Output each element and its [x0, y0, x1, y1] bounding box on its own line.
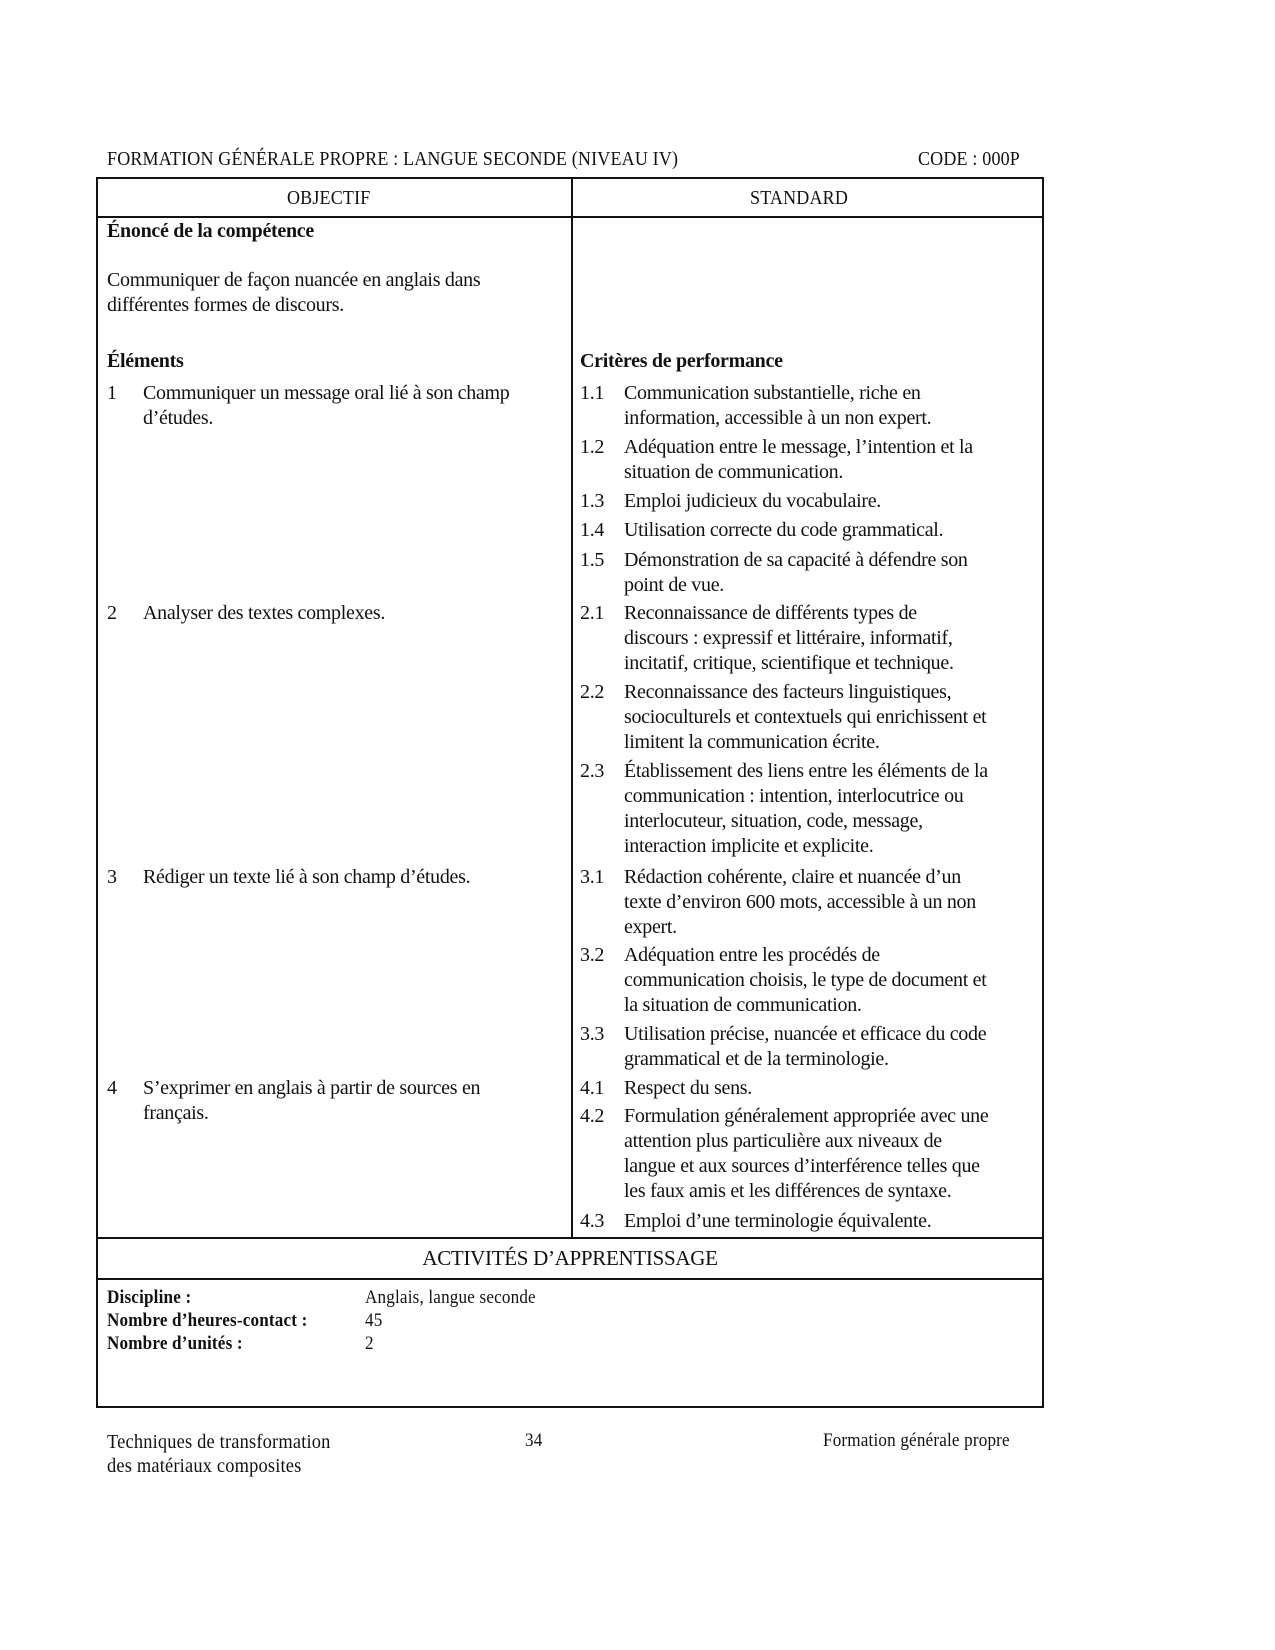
divider — [96, 1237, 1044, 1239]
critere-text — [624, 518, 943, 543]
critere-text — [624, 943, 987, 1018]
critere-line: limitent la communication écrite. — [624, 731, 880, 753]
critere-line: point de vue. — [624, 574, 724, 596]
critere-line: Établissement des liens entre les éléments de la — [624, 760, 988, 782]
critere-text — [624, 548, 968, 598]
critere-number: 2.1 — [580, 602, 605, 624]
critere-line: expert. — [624, 916, 677, 938]
critere-line: langue et aux sources d’interférence telles que — [624, 1155, 980, 1177]
divider — [96, 1278, 1044, 1280]
element-number: 2 — [107, 602, 117, 624]
element-line: S’exprimer en anglais à partir de sources en — [143, 1077, 481, 1099]
critere-text — [624, 381, 931, 431]
element-line: français. — [143, 1102, 209, 1124]
critere-text — [624, 1076, 752, 1101]
element-line: d’études. — [143, 407, 214, 429]
divider — [96, 177, 1044, 179]
enonce-line: différentes formes de discours. — [107, 294, 344, 316]
detail-value: Anglais, langue seconde — [365, 1287, 536, 1308]
critere-line: Adéquation entre les procédés de — [624, 944, 880, 966]
critere-number: 1.4 — [580, 519, 605, 541]
criteres-heading: Critères de performance — [580, 350, 783, 372]
critere-text — [624, 1209, 931, 1234]
critere-text — [624, 1022, 986, 1072]
element-number: 4 — [107, 1077, 117, 1099]
header-code: CODE : 000P — [918, 148, 1020, 170]
enonce-line: Communiquer de façon nuancée en anglais dans — [107, 269, 481, 291]
header-title: FORMATION GÉNÉRALE PROPRE : LANGUE SECONDE (NIVEAU IV) — [107, 148, 679, 170]
critere-text — [624, 759, 988, 859]
detail-label: Discipline : — [107, 1287, 192, 1308]
critere-number: 3.3 — [580, 1023, 605, 1045]
critere-line: communication : intention, interlocutrice ou — [624, 785, 964, 807]
footer-right: Formation générale propre — [823, 1430, 1010, 1451]
critere-line: Formulation généralement appropriée avec une — [624, 1105, 989, 1127]
critere-line: interlocuteur, situation, code, message, — [624, 810, 923, 832]
critere-line: Emploi d’une terminologie équivalente. — [624, 1210, 932, 1232]
elements-heading: Éléments — [107, 350, 184, 372]
detail-label: Nombre d’unités : — [107, 1333, 243, 1354]
divider — [96, 177, 98, 1408]
footer-line: des matériaux composites — [107, 1455, 302, 1477]
critere-line: les faux amis et les différences de syntaxe. — [624, 1180, 952, 1202]
element-text — [143, 601, 385, 626]
critere-number: 1.3 — [580, 490, 605, 512]
element-text — [143, 381, 509, 431]
divider — [1042, 177, 1044, 1408]
critere-line: la situation de communication. — [624, 994, 862, 1016]
critere-number: 4.3 — [580, 1210, 605, 1232]
critere-line: interaction implicite et explicite. — [624, 835, 874, 857]
critere-text — [624, 680, 986, 755]
divider — [96, 1406, 1044, 1408]
footer-left — [107, 1430, 350, 1478]
critere-line: socioculturels et contextuels qui enrichissent et — [624, 706, 987, 728]
critere-line: information, accessible à un non expert. — [624, 407, 932, 429]
critere-line: Adéquation entre le message, l’intention et la — [624, 436, 973, 458]
detail-label: Nombre d’heures-contact : — [107, 1310, 308, 1331]
activites-heading: ACTIVITÉS D’APPRENTISSAGE — [422, 1246, 718, 1270]
critere-line: Reconnaissance des facteurs linguistiques, — [624, 681, 952, 703]
critere-line: Utilisation correcte du code grammatical. — [624, 519, 944, 541]
critere-number: 4.1 — [580, 1077, 605, 1099]
enonce-text — [107, 268, 480, 318]
critere-number: 1.2 — [580, 436, 605, 458]
column-header-objectif: OBJECTIF — [287, 187, 371, 209]
element-text — [143, 865, 470, 890]
element-text — [143, 1076, 480, 1126]
critere-number: 1.5 — [580, 549, 605, 571]
critere-text — [624, 865, 976, 940]
page-number: 34 — [525, 1430, 543, 1451]
critere-line: incitatif, critique, scientifique et technique. — [624, 652, 954, 674]
enonce-heading: Énoncé de la compétence — [107, 220, 314, 242]
critere-line: texte d’environ 600 mots, accessible à un non — [624, 891, 976, 913]
critere-line: Reconnaissance de différents types de — [624, 602, 917, 624]
divider — [571, 177, 573, 1238]
element-number: 3 — [107, 866, 117, 888]
critere-number: 3.1 — [580, 866, 605, 888]
critere-number: 2.3 — [580, 760, 605, 782]
critere-line: attention plus particulière aux niveaux de — [624, 1130, 942, 1152]
critere-number: 2.2 — [580, 681, 605, 703]
critere-line: discours : expressif et littéraire, informatif, — [624, 627, 953, 649]
element-line: Rédiger un texte lié à son champ d’études. — [143, 866, 471, 888]
detail-value: 2 — [365, 1333, 374, 1354]
critere-line: communication choisis, le type de document et — [624, 969, 987, 991]
critere-text — [624, 1104, 988, 1204]
detail-value: 45 — [365, 1310, 383, 1331]
critere-line: Utilisation précise, nuancée et efficace du code — [624, 1023, 987, 1045]
critere-line: grammatical et de la terminologie. — [624, 1048, 889, 1070]
critere-text — [624, 435, 973, 485]
critere-number: 4.2 — [580, 1105, 605, 1127]
critere-line: Emploi judicieux du vocabulaire. — [624, 490, 881, 512]
critere-line: Rédaction cohérente, claire et nuancée d’un — [624, 866, 961, 888]
divider — [96, 216, 1044, 218]
element-number: 1 — [107, 382, 117, 404]
footer-line: Techniques de transformation — [107, 1431, 331, 1453]
element-line: Communiquer un message oral lié à son champ — [143, 382, 510, 404]
column-header-standard: STANDARD — [750, 187, 849, 209]
element-line: Analyser des textes complexes. — [143, 602, 386, 624]
critere-text — [624, 601, 954, 676]
critere-line: Communication substantielle, riche en — [624, 382, 921, 404]
critere-line: Démonstration de sa capacité à défendre son — [624, 549, 968, 571]
critere-number: 3.2 — [580, 944, 605, 966]
critere-text — [624, 489, 881, 514]
critere-line: Respect du sens. — [624, 1077, 752, 1099]
critere-line: situation de communication. — [624, 461, 844, 483]
critere-number: 1.1 — [580, 382, 605, 404]
